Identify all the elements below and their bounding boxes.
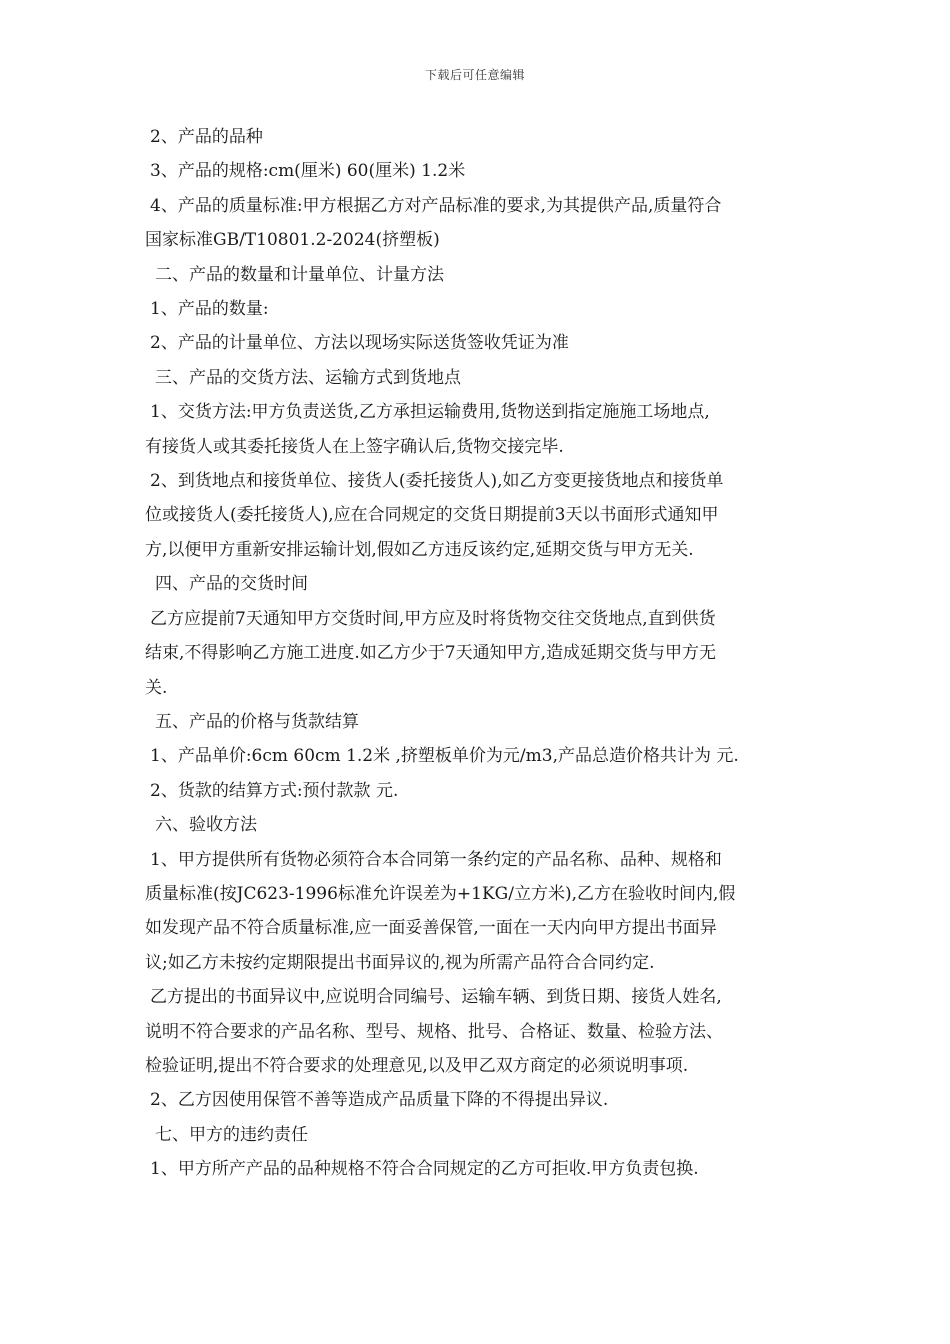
text-line: 结束,不得影响乙方施工进度.如乙方少于7天通知甲方,造成延期交货与甲方无 bbox=[145, 643, 717, 664]
text-line: 2、到货地点和接货单位、接货人(委托接货人),如乙方变更接货地点和接货单 bbox=[150, 471, 724, 492]
document-body bbox=[145, 120, 810, 1187]
text-line: 国家标准GB/T10801.2-2024(挤塑板) bbox=[145, 230, 440, 251]
text-line: 质量标准(按JC623-1996标准允许误差为+1KG/立方米),乙方在验收时间内,假 bbox=[145, 883, 736, 904]
text-line: 议;如乙方未按约定期限提出书面异议的,视为所需产品符合合同约定. bbox=[145, 952, 655, 973]
text-line: 五、产品的价格与货款结算 bbox=[155, 711, 359, 732]
text-line: 乙方应提前7天通知甲方交货时间,甲方应及时将货物交往交货地点,直到供货 bbox=[150, 608, 716, 629]
text-line: 关. bbox=[145, 677, 168, 698]
text-line: 1、产品的数量: bbox=[150, 299, 269, 320]
text-line: 1、甲方所产产品的品种规格不符合合同规定的乙方可拒收.甲方负责包换. bbox=[150, 1159, 699, 1180]
text-line: 说明不符合要求的产品名称、型号、规格、批号、合格证、数量、检验方法、 bbox=[145, 1021, 723, 1042]
text-line: 1、交货方法:甲方负责送货,乙方承担运输费用,货物送到指定施施工场地点, bbox=[150, 402, 710, 423]
text-line: 六、验收方法 bbox=[155, 815, 257, 836]
text-line: 四、产品的交货时间 bbox=[155, 574, 308, 595]
text-line: 乙方提出的书面异议中,应说明合同编号、运输车辆、到货日期、接货人姓名, bbox=[150, 987, 722, 1008]
text-line: 方,以便甲方重新安排运输计划,假如乙方违反该约定,延期交货与甲方无关. bbox=[145, 539, 694, 560]
text-line: 1、产品单价:6cm 60cm 1.2米 ,挤塑板单价为元/m3,产品总造价格共计为 元. bbox=[150, 746, 739, 767]
text-line: 4、产品的质量标准:甲方根据乙方对产品标准的要求,为其提供产品,质量符合 bbox=[150, 195, 722, 216]
text-line: 2、乙方因使用保管不善等造成产品质量下降的不得提出异议. bbox=[150, 1090, 609, 1111]
text-line: 2、货款的结算方式:预付款款 元. bbox=[150, 780, 399, 801]
text-line: 检验证明,提出不符合要求的处理意见,以及甲乙双方商定的必须说明事项. bbox=[145, 1055, 689, 1076]
text-line: 2、产品的品种 bbox=[150, 127, 263, 147]
text-line: 2、产品的计量单位、方法以现场实际送货签收凭证为准 bbox=[150, 333, 569, 354]
text-line: 3、产品的规格:cm(厘米) 60(厘米) 1.2米 bbox=[150, 161, 466, 182]
header-note: 下载后可任意编辑 bbox=[424, 68, 525, 82]
text-line: 有接货人或其委托接货人在上签字确认后,货物交接完毕. bbox=[145, 436, 564, 457]
text-line: 二、产品的数量和计量单位、计量方法 bbox=[155, 264, 444, 285]
text-line: 七、甲方的违约责任 bbox=[155, 1124, 308, 1145]
text-line: 如发现产品不符合质量标准,应一面妥善保管,一面在一天内向甲方提出书面异 bbox=[145, 918, 717, 939]
text-line: 位或接货人(委托接货人),应在合同规定的交货日期提前3天以书面形式通知甲 bbox=[145, 505, 719, 526]
text-line: 三、产品的交货方法、运输方式到货地点 bbox=[155, 367, 461, 388]
text-line: 1、甲方提供所有货物必须符合本合同第一条约定的产品名称、品种、规格和 bbox=[150, 849, 722, 870]
